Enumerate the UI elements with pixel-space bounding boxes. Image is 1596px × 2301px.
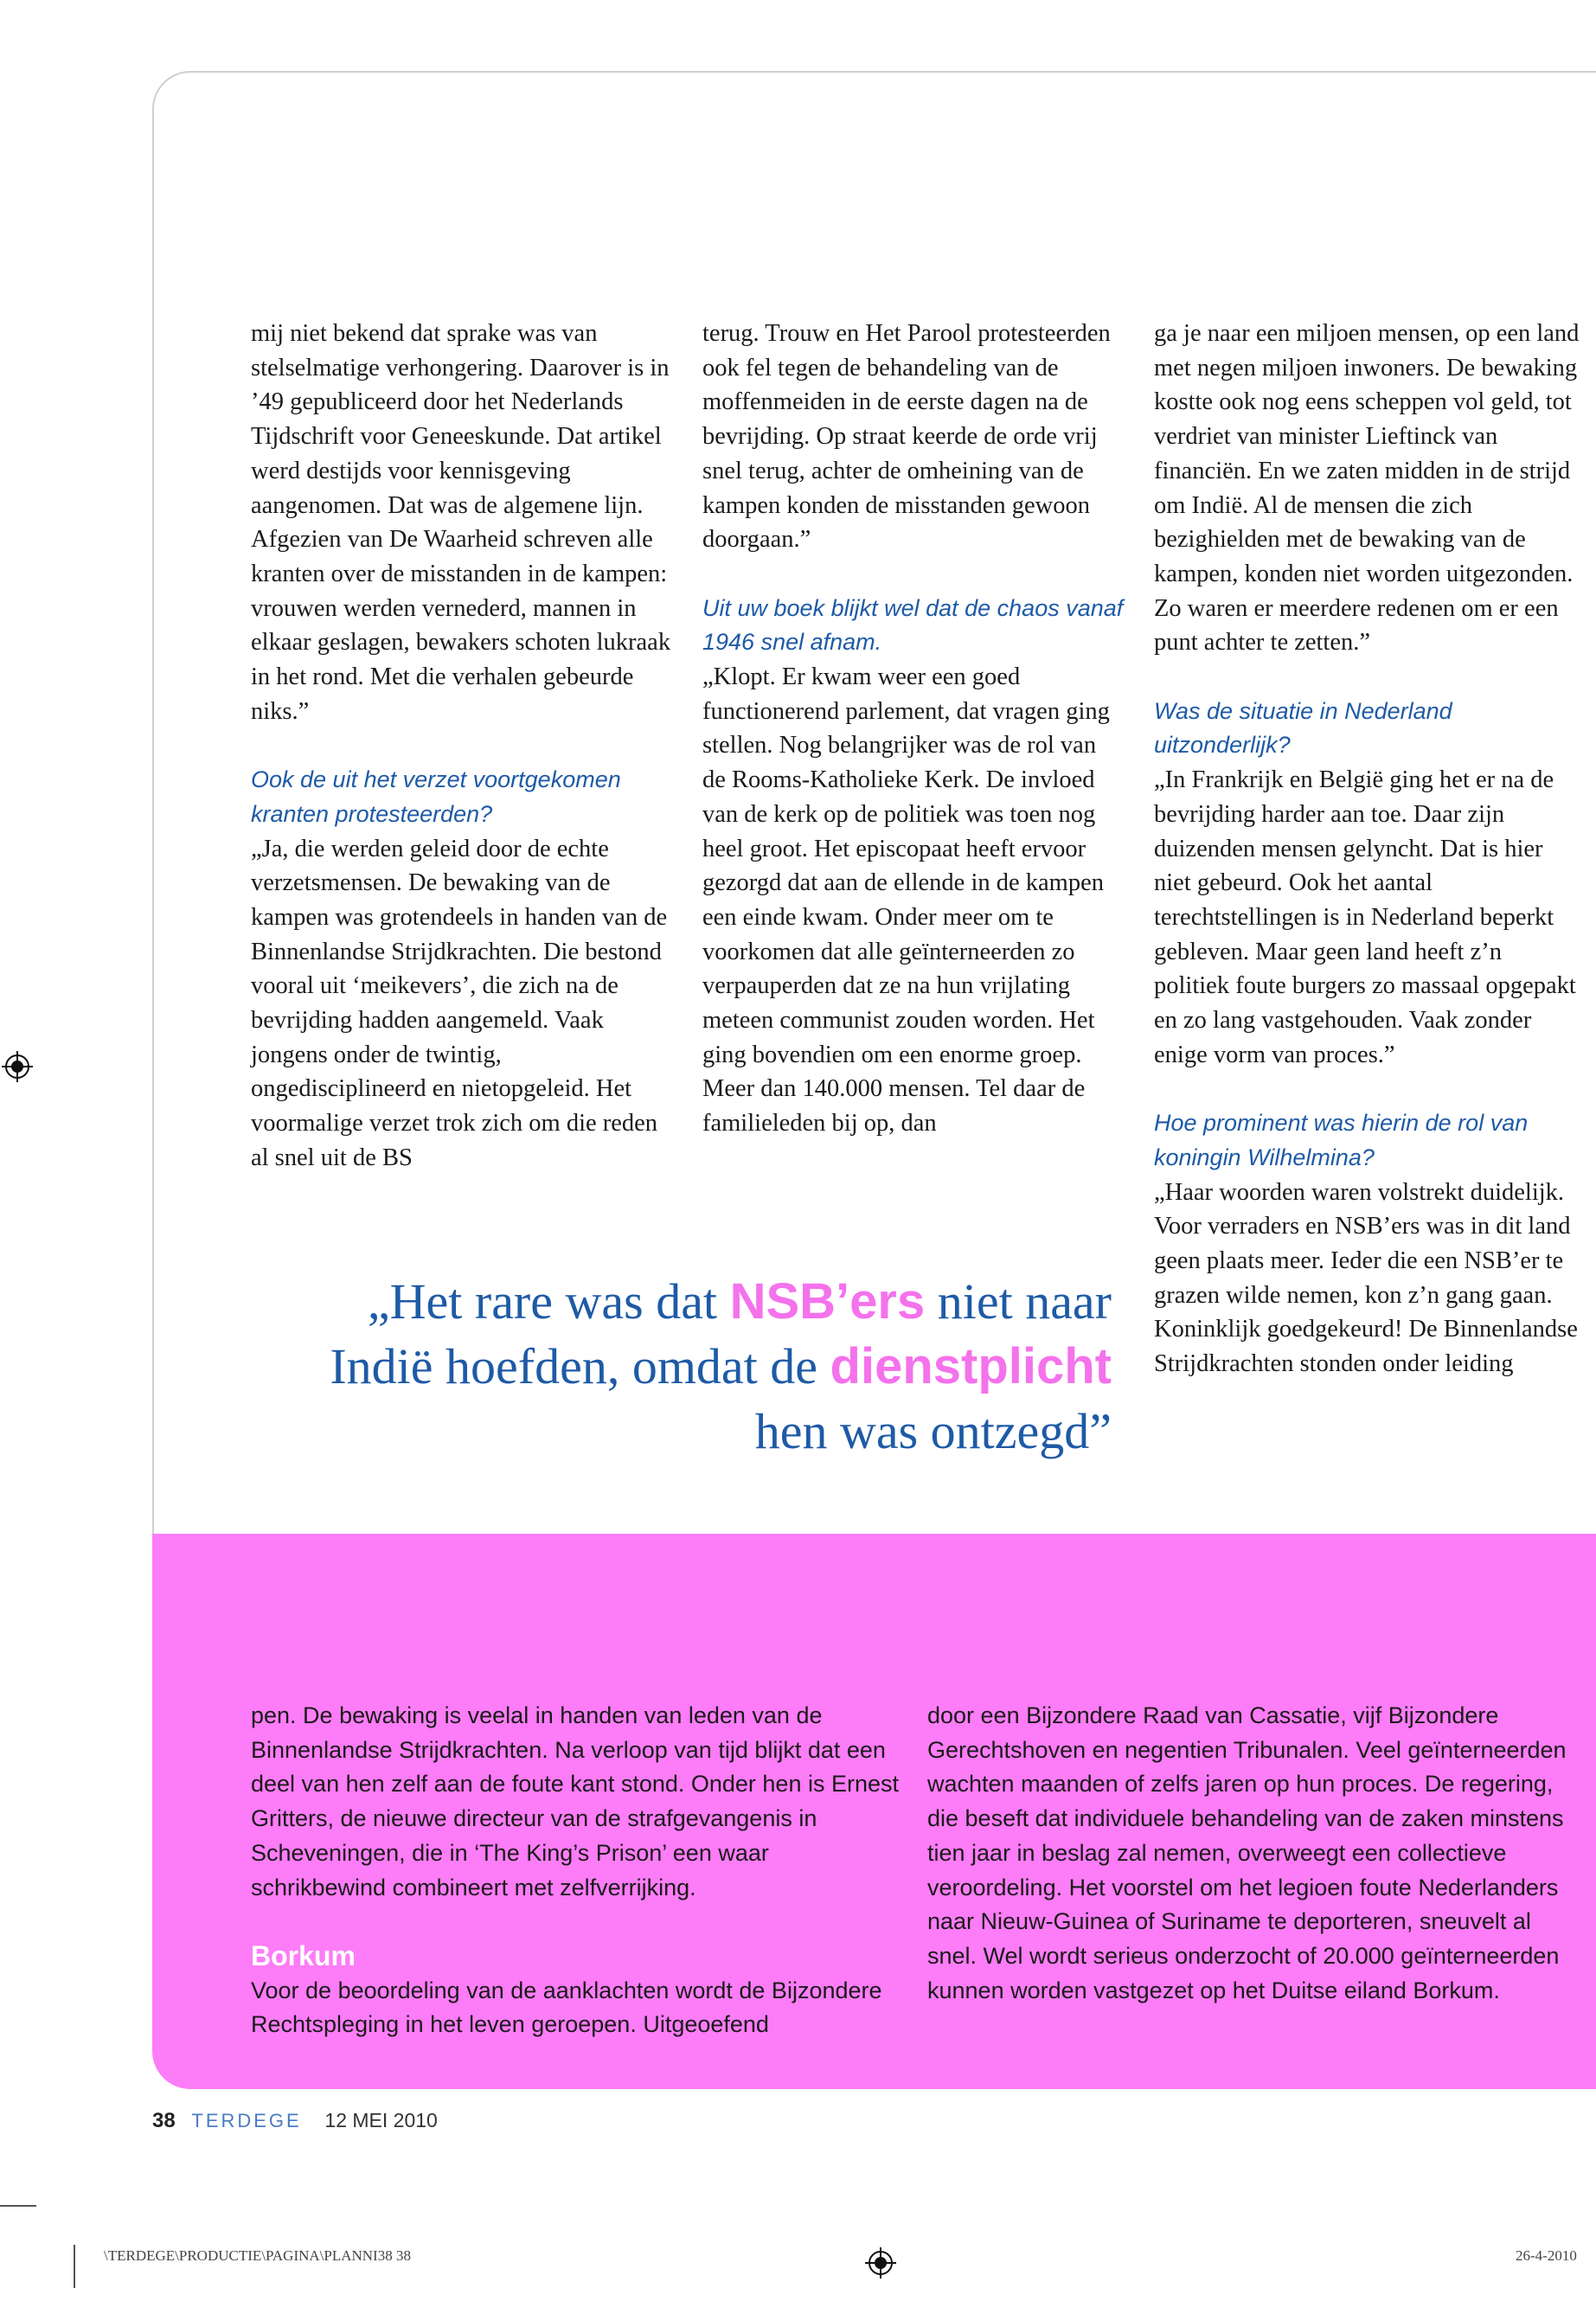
column-paragraph: „Ja, die werden geleid door de echte verzetsmensen. De bewaking van de kampen was grotendeels in handen van de Binnenlandse Strijdkrachten. Die bestond vooral uit ‘meikevers’, die zich na de bevrijding hadden aangemeld. Vaak jongens onder de twintig, ongedisciplineerd en nietopgeleid. Het voormalige verzet trok zich om die reden al snel uit de BS	[251, 835, 668, 1171]
print-slug-path: \TERDEGE\PRODUCTIE\PAGINA\PLANNI38 38	[104, 2247, 411, 2264]
article-column-1	[251, 317, 676, 1176]
pull-quote-highlight: dienstplicht	[830, 1338, 1112, 1394]
crop-mark	[0, 2205, 36, 2207]
band-subheading: Borkum	[251, 1939, 356, 1971]
crop-mark	[74, 2245, 75, 2288]
article-column-2	[702, 317, 1124, 1141]
interview-question: Was de situatie in Nederland uitzonderlijk?	[1154, 697, 1452, 759]
column-paragraph: „In Frankrijk en België ging het er na de bevrijding harder aan toe. Daar zijn duizenden mensen gelyncht. Dat is hier niet gebeurd. Ook het aantal terechtstellingen is in Nederland beperkt gebleven. Maar geen land heeft z’n politiek foute burgers zo massaal opgepakt en zo lang vastgehouden. Vaak zonder enige vorm van proces.”	[1154, 766, 1576, 1068]
band-column-right	[927, 1699, 1580, 2008]
column-paragraph: ga je naar een miljoen mensen, op een land met negen miljoen inwoners. De bewaking kostte ook nog eens scheppen vol geld, tot verdriet van minister Lieftinck van financiën. En we zaten midden in de strijd om Indië. Al de mensen die zich bezighielden met de bewaking van de kampen, konden niet worden uitgezonden. Zo waren er meerdere redenen om er een punt achter te zetten.”	[1154, 320, 1580, 657]
band-paragraph: pen. De bewaking is veelal in handen van leden van de Binnenlandse Strijdkrachten. Na verloop van tijd blijkt dat een deel van hen zelf aan de foute kant stond. Onder hen is Ernest Gritters, de nieuwe directeur van de strafgevangenis in Scheveningen, die in ‘The King’s Prison’ een waar schrikbewind combineert met zelfverrijking.	[251, 1702, 899, 1900]
column-paragraph: „Klopt. Er kwam weer een goed functionerend parlement, dat vragen ging stellen. Nog belangrijker was de rol van de Rooms-Katholieke Kerk. De invloed van de kerk op de politiek was toen nog heel groot. Het episcopaat heeft ervoor gezorgd dat aan de ellende in de kampen een einde kwam. Onder meer om te voorkomen dat alle geïnterneerden zo verpauperden dat ze na hun vrijlating meteen communist zouden worden. Het ging bovendien om een enorme groep. Meer dan 140.000 mensen. Tel daar de familieleden bij op, dan	[702, 663, 1110, 1138]
registration-mark-icon	[2, 1051, 33, 1082]
pull-quote-highlight: NSB’ers	[729, 1273, 926, 1330]
print-slug-date: 26-4-2010	[1516, 2247, 1577, 2264]
band-paragraph: Voor de beoordeling van de aanklachten wordt de Bijzondere Rechtspleging in het leven geroepen. Uitgeoefend	[251, 1977, 882, 2038]
issue-date: 12 MEI 2010	[324, 2109, 438, 2131]
band-column-left	[251, 1699, 908, 2042]
interview-question: Hoe prominent was hierin de rol van koningin Wilhelmina?	[1154, 1110, 1529, 1170]
column-paragraph: terug. Trouw en Het Parool protesteerden ook fel tegen de behandeling van de moffenmeiden in de eerste dagen na de bevrijding. Op straat keerde de orde vrij snel terug, achter de omheining van de kampen konden de misstanden gewoon doorgaan.”	[702, 320, 1111, 554]
column-paragraph: mij niet bekend dat sprake was van stelselmatige verhongering. Daarover is in ’49 gepubliceerd door het Nederlands Tijdschrift voor Geneeskunde. Dat artikel werd destijds voor kennisgeving aangenomen. Dat was de algemene lijn. Afgezien van De Waarheid schreven alle kranten over de misstanden in de kampen: vrouwen werden vernederd, mannen in elkaar geslagen, bewakers schoten lukraak in het rond. Met die verhalen gebeurde niks.”	[251, 320, 671, 725]
page-number: 38	[152, 2109, 176, 2132]
column-paragraph: „Haar woorden waren volstrekt duidelijk. Voor verraders en NSB’ers was in dit land geen plaats meer. Ieder die een NSB’er te grazen wilde nemen, kon z’n gang gaan. Koninklijk goedgekeurd! De Binnenlandse Strijdkrachten stonden onder leiding	[1154, 1178, 1578, 1378]
magazine-name: TERDEGE	[191, 2110, 302, 2131]
band-paragraph: door een Bijzondere Raad van Cassatie, vijf Bijzondere Gerechtshoven en negentien Tribunalen. Veel geïnterneerden wachten maanden of zelfs jaren op hun proces. De regering, die beseft dat individuele behandeling van de zaken minstens tien jaar in beslag zal nemen, overweegt een collectieve veroordeling. Het voorstel om het legioen foute Nederlanders naar Nieuw-Guinea of Suriname te deporteren, sneuvelt al snel. Wel wordt serieus onderzocht of 20.000 geïnterneerden kunnen worden vastgezet op het Duitse eiland Borkum.	[927, 1702, 1567, 2003]
page-footer	[152, 2109, 438, 2133]
pull-quote	[329, 1269, 1112, 1464]
registration-mark-icon	[865, 2247, 896, 2279]
interview-question: Uit uw boek blijkt wel dat de chaos vanaf 1946 snel afnam.	[702, 594, 1124, 656]
interview-question: Ook de uit het verzet voortgekomen kranten protesteerden?	[251, 766, 621, 827]
pull-quote-text: hen was ontzegd”	[754, 1403, 1112, 1459]
article-column-3	[1154, 317, 1580, 1381]
pull-quote-text: niet naar Indië hoefden, omdat de	[330, 1273, 1112, 1394]
pull-quote-text: „Het rare was dat	[367, 1273, 730, 1330]
